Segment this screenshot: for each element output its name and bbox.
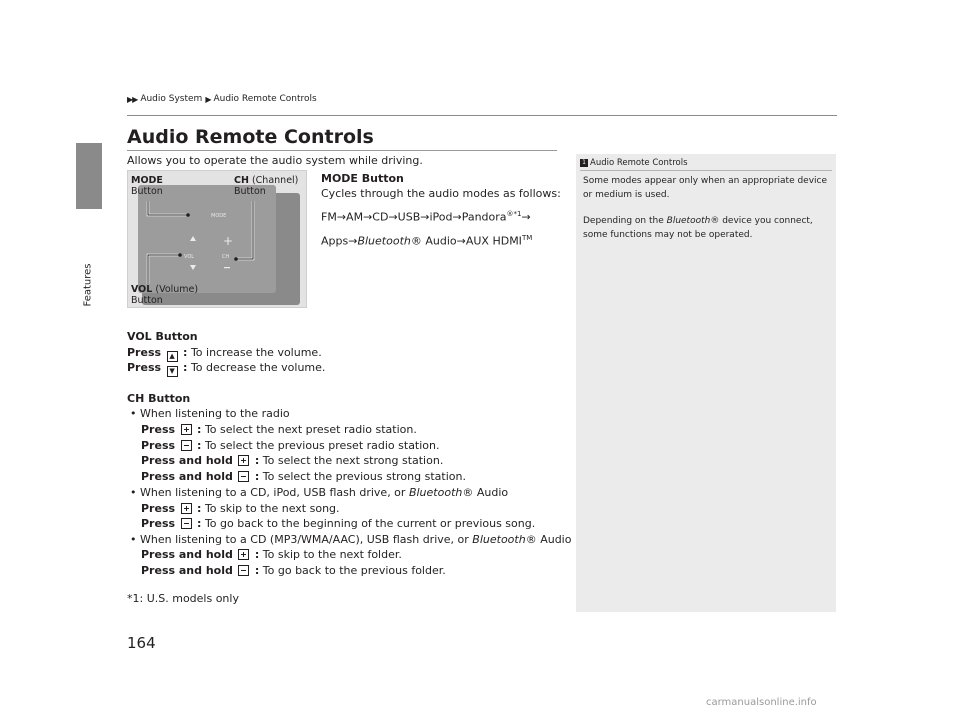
panel-ch-text: CH xyxy=(222,254,230,260)
breadcrumb xyxy=(127,94,317,104)
mode-callout-line xyxy=(148,201,188,215)
title-divider xyxy=(127,150,557,151)
mode-sequence: FM→AM→CD→USB→iPod→Pandora$^{®*1}$→ Apps→Bluetooth® Audio→AUX HDMI™ xyxy=(321,210,533,248)
ch-callout-line-inner xyxy=(236,201,253,259)
vol-down-icon xyxy=(190,265,196,270)
ch-button-heading: CH Button xyxy=(127,392,191,405)
ch-radio-line: Press : To select the previous preset radio station. xyxy=(141,439,440,452)
ch-mp3-line: Press and hold : To skip to the next folder. xyxy=(141,548,402,561)
vol-callout-line xyxy=(148,255,180,284)
mode-callout-line-inner xyxy=(148,201,188,215)
mode-callout-dot xyxy=(186,213,190,217)
breadcrumb-item[interactable]: Audio Remote Controls xyxy=(213,94,317,104)
header-divider xyxy=(127,115,837,116)
note-heading: 1 Audio Remote Controls xyxy=(580,158,688,168)
vol-button-heading: VOL Button xyxy=(127,330,198,343)
page-title: Audio Remote Controls xyxy=(127,126,374,148)
breadcrumb-item[interactable]: Audio System xyxy=(140,94,203,104)
mode-button-heading: MODE Button xyxy=(321,172,404,185)
mode-button-desc: Cycles through the audio modes as follows: xyxy=(321,187,561,200)
ch-cd-line: Press : To skip to the next song. xyxy=(141,502,340,515)
vol-up-icon xyxy=(190,236,196,241)
ch-radio-line: Press : To select the next preset radio station. xyxy=(141,423,417,436)
ch-minus-key-icon xyxy=(181,440,192,451)
vol-callout-label: VOL (Volume) Button xyxy=(131,284,199,306)
vol-up-line: Press ▲ : To increase the volume. xyxy=(127,346,322,360)
vol-callout-dot xyxy=(178,253,182,257)
ch-plus-key-icon xyxy=(238,455,249,466)
ch-callout-line xyxy=(236,201,253,259)
ch-mp3-line: Press and hold : To go back to the previous folder. xyxy=(141,564,446,577)
ch-plus-key-icon xyxy=(181,503,192,514)
vol-down-line: Press ▼ : To decrease the volume. xyxy=(127,361,326,375)
watermark: carmanualsonline.info xyxy=(706,697,817,708)
section-tab xyxy=(76,143,102,209)
panel-vol-text: VOL xyxy=(184,254,195,260)
ch-mp3-bullet: • When listening to a CD (MP3/WMA/AAC), USB flash drive, or Bluetooth® Audio xyxy=(130,533,572,546)
ch-callout-label: CH (Channel) Button xyxy=(234,175,299,197)
vol-down-key-icon: ▼ xyxy=(167,366,178,377)
ch-minus-key-icon xyxy=(181,518,192,529)
ch-cd-bullet: • When listening to a CD, iPod, USB flash drive, or Bluetooth® Audio xyxy=(130,486,509,499)
side-note xyxy=(576,154,836,612)
note-paragraph: Depending on the Bluetooth® device you connect, some functions may not be operated. xyxy=(583,216,813,240)
mode-callout-label: MODE Button xyxy=(131,175,163,197)
ch-minus-key-icon xyxy=(238,565,249,576)
note-paragraph: Some modes appear only when an appropriate device or medium is used. xyxy=(583,176,828,200)
note-divider xyxy=(580,170,832,171)
ch-plus-icon: + xyxy=(223,234,234,248)
intro-text: Allows you to operate the audio system while driving. xyxy=(127,154,423,167)
ch-minus-key-icon xyxy=(238,471,249,482)
note-reference-icon: 1 xyxy=(580,159,588,167)
ch-radio-line: Press and hold : To select the previous strong station. xyxy=(141,470,466,483)
ch-plus-key-icon xyxy=(181,424,192,435)
footnote: *1: U.S. models only xyxy=(127,592,239,605)
ch-radio-bullet: • When listening to the radio xyxy=(130,407,290,420)
page-number: 164 xyxy=(127,634,156,652)
ch-plus-key-icon xyxy=(238,549,249,560)
breadcrumb-arrow-icon: ▶▶ xyxy=(127,94,138,104)
panel-mode-text: MODE xyxy=(211,213,227,219)
vol-up-key-icon: ▲ xyxy=(167,351,178,362)
ch-minus-icon xyxy=(224,267,230,268)
ch-radio-line: Press and hold : To select the next strong station. xyxy=(141,454,444,467)
vol-callout-line-inner xyxy=(148,255,180,284)
steering-controls-illustration xyxy=(127,170,307,308)
ch-callout-dot xyxy=(234,257,238,261)
section-label: Features xyxy=(82,263,94,307)
ch-cd-line: Press : To go back to the beginning of the current or previous song. xyxy=(141,517,536,530)
breadcrumb-arrow-icon: ▶ xyxy=(205,94,211,104)
